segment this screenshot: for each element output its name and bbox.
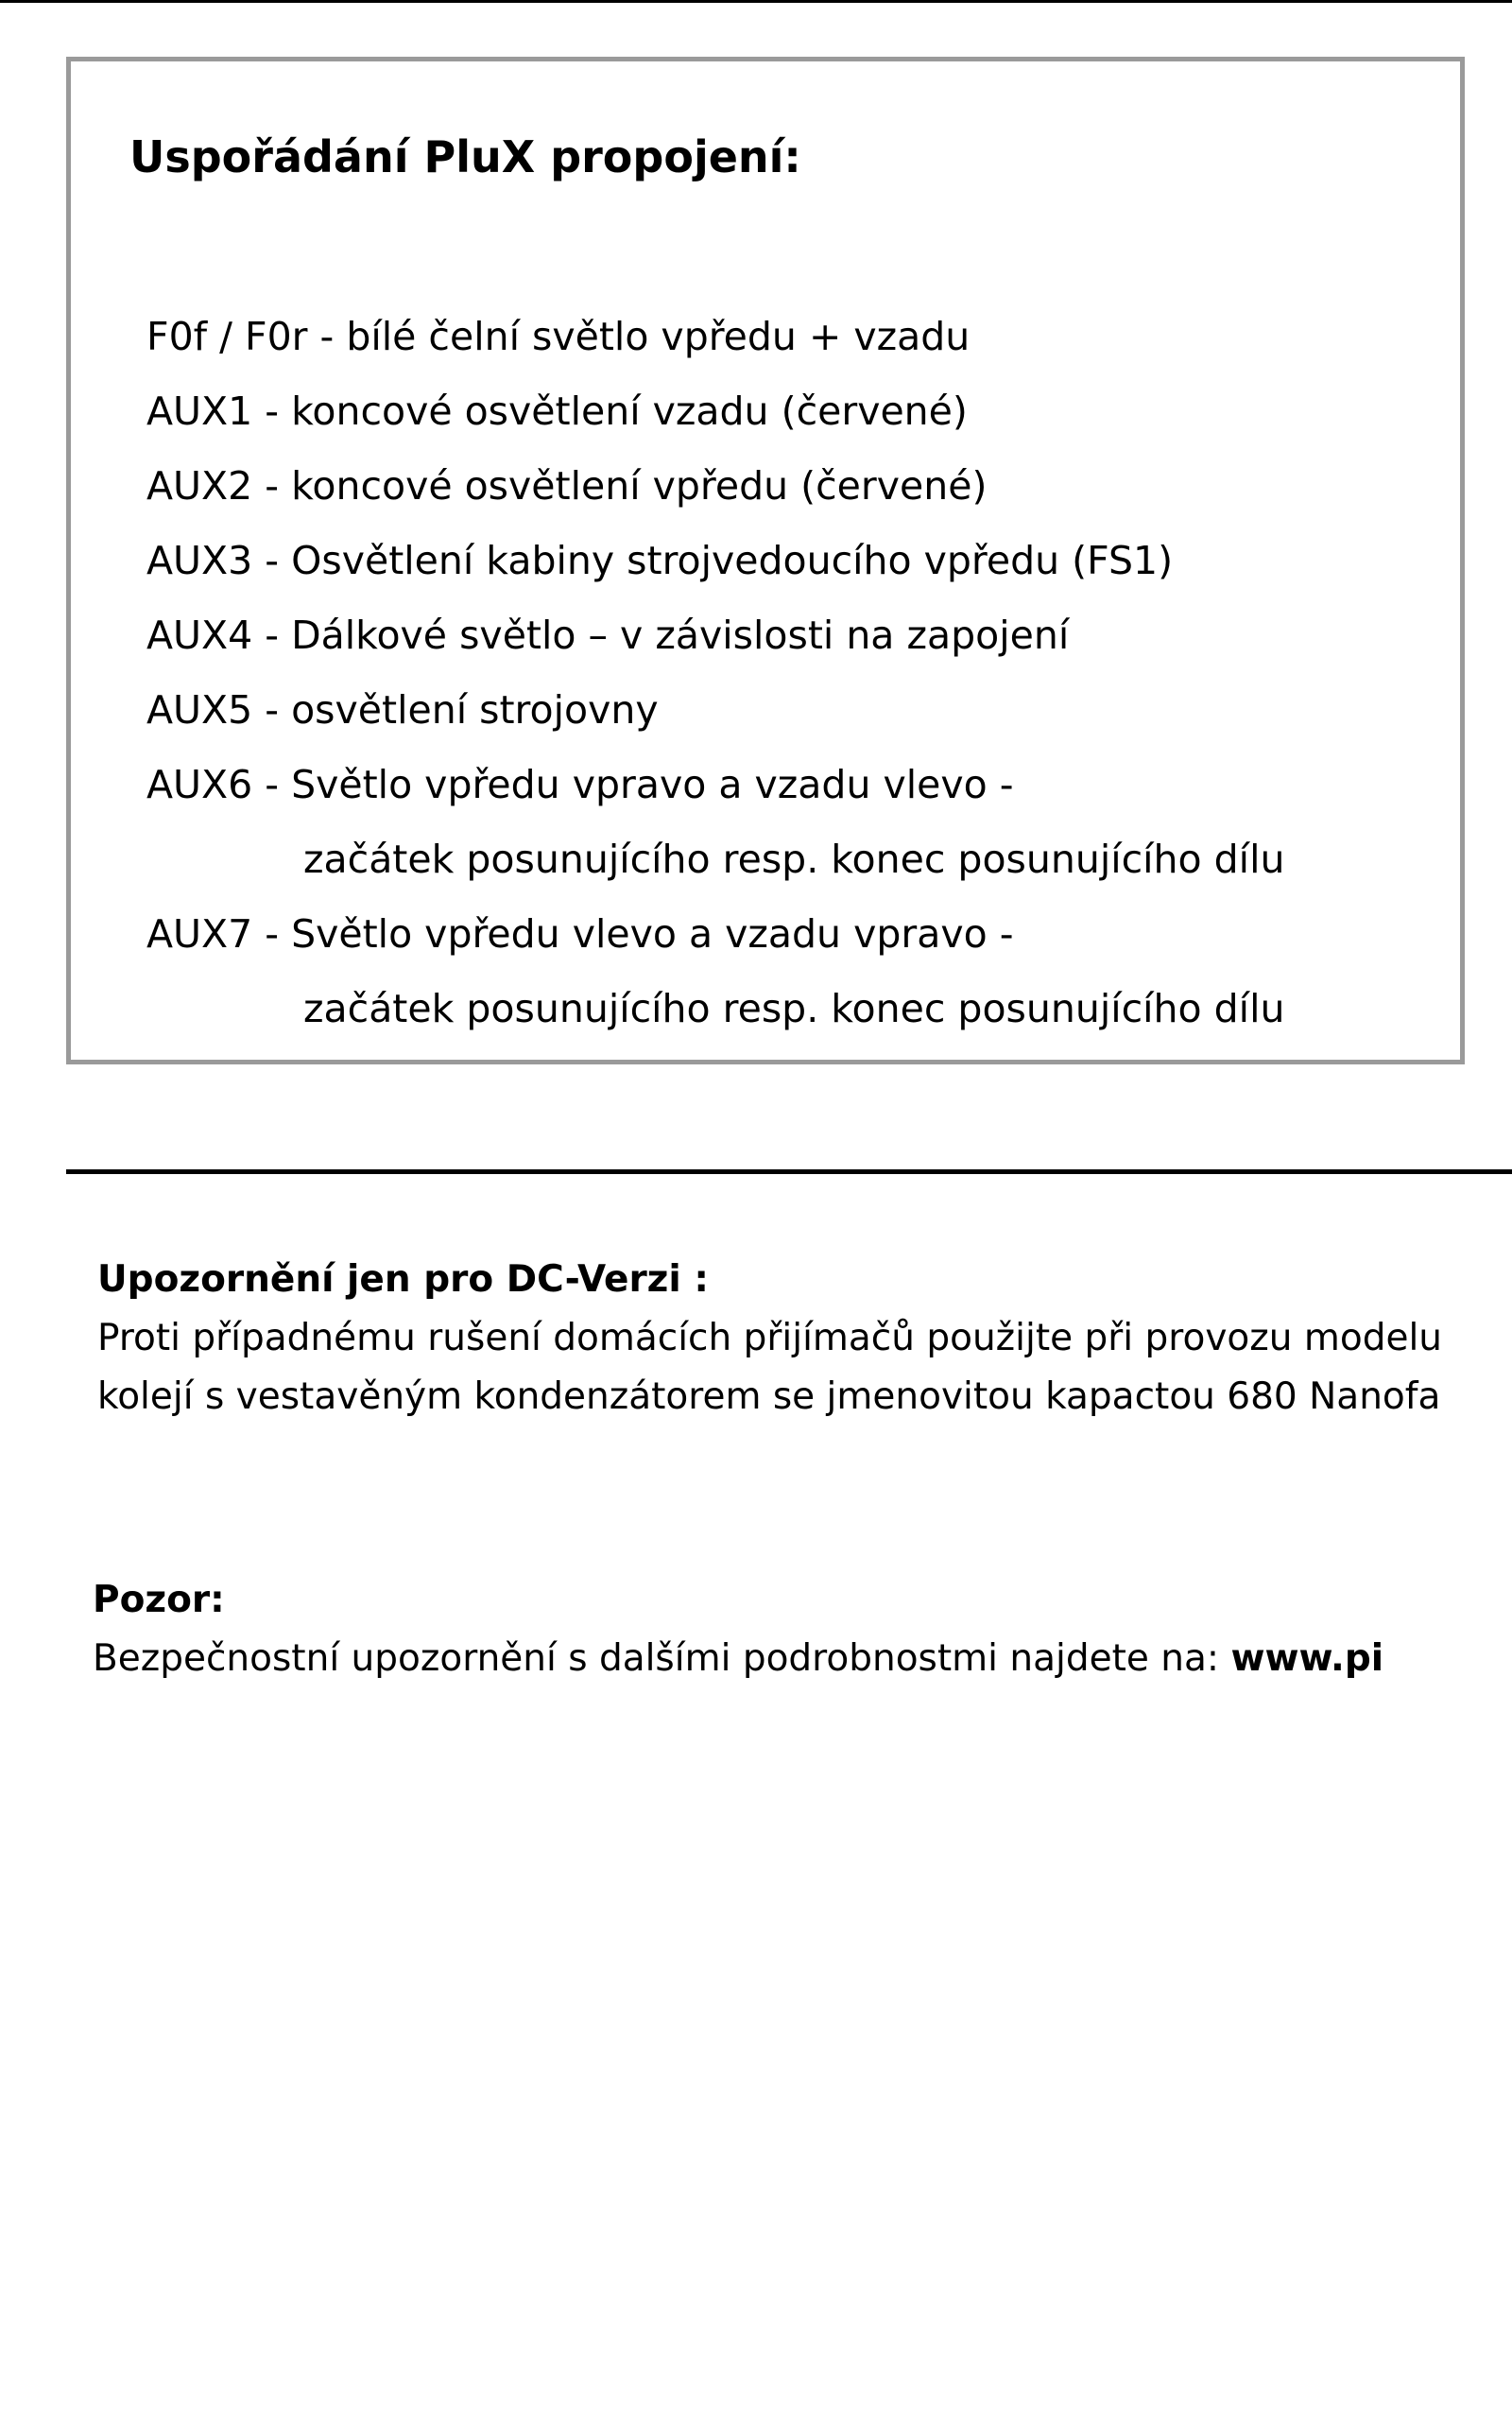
plux-line-aux7-continued: začátek posunujícího resp. konec posunujícího dílu [303,986,1285,1031]
safety-notice-url[interactable]: www.pi [1230,1637,1384,1680]
plux-title: Uspořádání PluX propojení: [129,131,801,182]
safety-notice-text: Bezpečnostní upozornění s dalšími podrobnostmi najdete na: [93,1637,1231,1680]
section-divider [66,1169,1512,1174]
safety-notice [93,1571,1383,1688]
dc-notice-line-2: kolejí s vestavěným kondenzátorem se jmenovitou kapactou 680 Nanofa [97,1375,1441,1418]
plux-line-aux6: AUX6 - Světlo vpředu vpravo a vzadu vlevo - [146,762,1014,807]
plux-line-aux2: AUX2 - koncové osvětlení vpředu (červené) [146,463,988,509]
plux-line-aux4: AUX4 - Dálkové světlo – v závislosti na zapojení [146,613,1070,658]
plux-line-aux6-continued: začátek posunujícího resp. konec posunujícího dílu [303,837,1285,882]
plux-connection-box [66,57,1465,1064]
plux-line-aux3: AUX3 - Osvětlení kabiny strojvedoucího vpředu (FS1) [146,538,1174,583]
plux-line-aux5: AUX5 - osvětlení strojovny [146,687,659,733]
safety-notice-line [93,1630,1383,1688]
dc-notice-line-1: Proti případnému rušení domácích přijímačů použijte při provozu modelu [97,1317,1443,1359]
plux-line-f0: F0f / F0r - bílé čelní světlo vpředu + vzadu [146,314,971,359]
top-rule [0,0,1512,3]
plux-line-aux1: AUX1 - koncové osvětlení vzadu (červené) [146,389,968,434]
dc-notice-heading: Upozornění jen pro DC-Verzi : [97,1258,709,1301]
plux-line-aux7: AUX7 - Světlo vpředu vlevo a vzadu vpravo - [146,911,1014,957]
dc-version-notice [97,1251,1442,1426]
plux-pin-list [146,300,1284,1046]
safety-notice-heading: Pozor: [93,1579,225,1621]
